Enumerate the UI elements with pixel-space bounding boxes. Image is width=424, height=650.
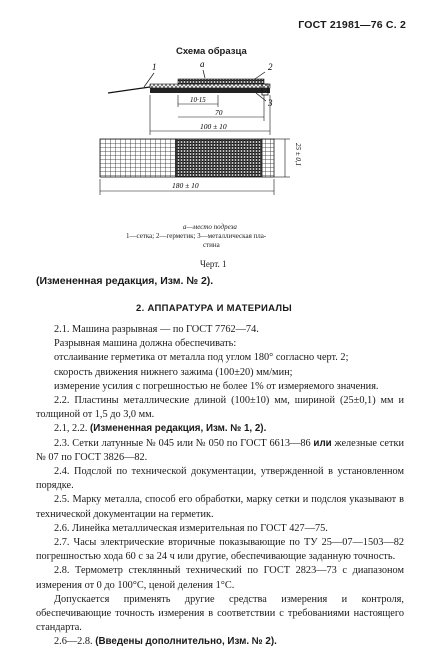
- para-force: измерение усилия с погрешностью не более 1% от измеряемого значения.: [54, 380, 379, 392]
- para-requirements: Разрывная машина должна обеспечивать:: [54, 338, 237, 350]
- label-2: 2: [268, 62, 273, 72]
- para-2-3-text-a: 2.3. Сетки латунные № 045 или № 050 по ГОСТ 6613—86: [54, 437, 311, 449]
- section-title: 2. АППАРАТУРА И МАТЕРИАЛЫ: [136, 303, 292, 314]
- para-2-2: 2.2. Пластины металлические длиной (100±10) мм, шириной (25±0,1) мм и толщиной от 1,5 до 3,0 мм.: [36, 395, 404, 421]
- label-3: 3: [268, 98, 273, 108]
- label-1: 1: [152, 62, 157, 72]
- para-2-8: 2.8. Термометр стеклянный технический по ГОСТ 2823—73 с диапазоном измерения от 0 до 100°С, ценой деления 1°С.: [36, 565, 404, 591]
- label-a: a: [200, 59, 205, 69]
- edition-ref-2: 2.6—2.8.: [54, 636, 93, 648]
- edition-note-2: (Измененная редакция, Изм. № 1, 2).: [90, 423, 267, 435]
- dim-70: 70: [215, 108, 223, 117]
- legend-line-1: а—место подреза: [183, 223, 237, 231]
- dim-100: 100 ± 10: [200, 122, 227, 131]
- para-edition-1-2: [36, 422, 404, 436]
- para-2-5: 2.5. Марку металла, способ его обработки, марку сетки и подслоя указывают в технической документации на герметик.: [36, 494, 404, 520]
- para-allowance: Допускается применять другие средства измерения и контроля, обеспечивающие точность измерения в соответствии с требованиями настоящего стандарта.: [36, 593, 404, 634]
- legend-line-2: 1—сетка; 2—герметик; 3—металлическая пла-: [126, 232, 267, 240]
- para-edition-2-6-2-8: [36, 635, 404, 649]
- figure-title: Схема образца: [176, 46, 247, 57]
- para-2-3-text-b: железные сетки № 07 по ГОСТ 3826—82.: [36, 437, 404, 463]
- para-peel: отслаивание герметика от металла под углом 180° согласно черт. 2;: [54, 352, 349, 364]
- section-body: [36, 323, 404, 650]
- page-header: ГОСТ 21981—76 С. 2: [298, 19, 406, 31]
- plan-view: [100, 139, 274, 177]
- para-2-3: [36, 437, 404, 465]
- figure-caption: Черт. 1: [200, 259, 227, 269]
- edition-ref: 2.1, 2.2.: [54, 423, 88, 435]
- para-2-4: 2.4. Подслой по технической документации, утвержденной в установленном порядке.: [36, 466, 404, 492]
- dim-10-15: 10·15: [190, 96, 206, 104]
- para-2-7: 2.7. Часы электрические вторичные показывающие по ТУ 25—07—1503—82 погрешностью хода 60 с за 24 ч или другие, обеспечивающие заданную точность.: [36, 537, 404, 563]
- dim-25: 25 ± 0,1: [294, 143, 302, 167]
- para-2-3-bold: или: [313, 437, 332, 449]
- edition-note-3: (Введены дополнительно, Изм. № 2).: [95, 636, 277, 648]
- para-2-6: 2.6. Линейка металлическая измерительная по ГОСТ 427—75.: [54, 522, 328, 534]
- side-view: [108, 79, 270, 95]
- dim-180: 180 ± 10: [172, 181, 199, 190]
- para-2-1: 2.1. Машина разрывная — по ГОСТ 7762—74.: [54, 324, 259, 335]
- legend-line-3: стина: [203, 241, 220, 249]
- para-speed: скорость движения нижнего зажима (100±20) мм/мин;: [54, 366, 293, 378]
- edition-note: (Измененная редакция, Изм. № 2).: [36, 275, 214, 287]
